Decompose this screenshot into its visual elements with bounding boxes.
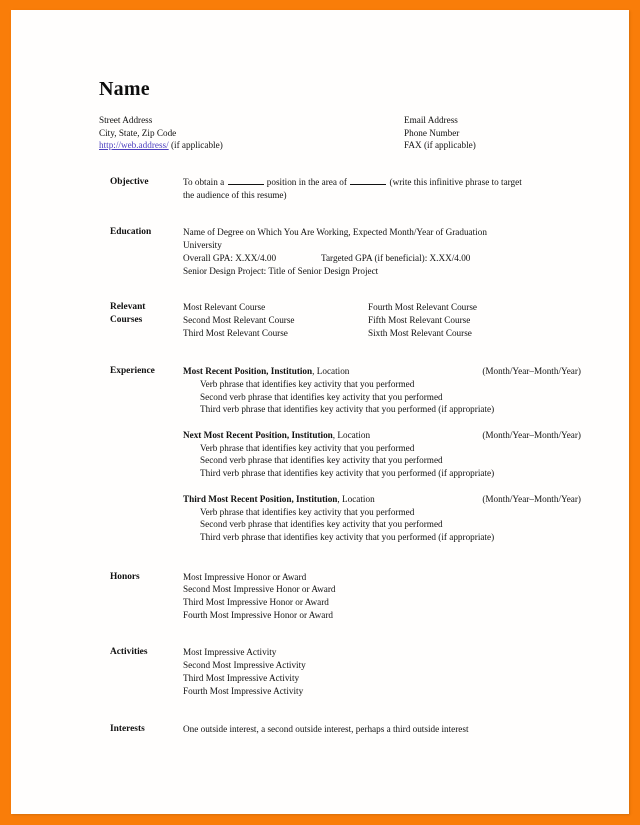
experience-title: Next Most Recent Position, Institution: [183, 430, 333, 441]
section-objective: [99, 176, 581, 201]
experience-bullet: Verb phrase that identifies key activity that you performed: [200, 506, 415, 517]
honor-item: Most Impressive Honor or Award: [183, 571, 307, 582]
web-address-note: (if applicable): [168, 140, 223, 151]
experience-bullets: [200, 378, 581, 416]
course-left-3: Third Most Relevant Course: [183, 327, 288, 338]
course-left-2: Second Most Relevant Course: [183, 314, 295, 325]
relevant-courses-body: [183, 301, 581, 339]
course-row: [183, 314, 581, 327]
experience-bullet: Third verb phrase that identifies key activity that you performed (if appropriate): [200, 531, 495, 542]
section-relevant-courses: [99, 301, 581, 339]
interests-body: [183, 723, 581, 736]
experience-header: [183, 365, 581, 378]
education-targeted-gpa: Targeted GPA (if beneficial): X.XX/4.00: [321, 252, 471, 263]
section-experience: [99, 365, 581, 543]
experience-entry: [183, 365, 581, 416]
page-sheet: [11, 10, 629, 814]
honor-item: Second Most Impressive Honor or Award: [183, 584, 336, 595]
objective-line-2: the audience of this resume): [183, 189, 287, 200]
section-label-relevant-courses: [110, 301, 182, 326]
city-state-zip: City, State, Zip Code: [99, 127, 177, 138]
experience-entry: [183, 429, 581, 480]
applicant-name: Name: [99, 78, 150, 100]
email-address: Email Address: [404, 115, 458, 125]
course-right-3: Sixth Most Relevant Course: [368, 327, 472, 338]
experience-bullet: Verb phrase that identifies key activity that you performed: [200, 442, 415, 453]
experience-entry: [183, 493, 581, 544]
education-senior-project: Senior Design Project: Title of Senior Design Project: [183, 265, 379, 276]
section-interests: [99, 723, 581, 736]
experience-bullets: [200, 442, 581, 480]
section-activities: [99, 646, 581, 697]
experience-bullet: Second verb phrase that identifies key activity that you performed: [200, 519, 443, 530]
section-label-interests: Interests: [110, 724, 145, 735]
course-row: [183, 327, 581, 340]
experience-header: [183, 429, 581, 442]
interests-text: One outside interest, a second outside interest, perhaps a third outside interest: [183, 724, 469, 735]
honors-body: [183, 571, 581, 622]
objective-blank-1[interactable]: [228, 176, 264, 185]
phone-number: Phone Number: [404, 127, 460, 138]
course-left-1: Most Relevant Course: [183, 302, 266, 313]
objective-line-1: [183, 176, 581, 189]
education-degree: Name of Degree on Which You Are Working, Expected Month/Year of Graduation: [183, 227, 487, 238]
objective-text-a: To obtain a: [183, 177, 227, 187]
experience-bullet: Verb phrase that identifies key activity that you performed: [200, 378, 415, 389]
resume-content: [99, 78, 581, 736]
section-education: [99, 226, 581, 277]
fax-number: FAX (if applicable): [404, 140, 476, 151]
education-body: [183, 226, 581, 277]
objective-text-c: (write this infinitive phrase to target: [387, 177, 522, 187]
activity-item: Third Most Impressive Activity: [183, 672, 300, 683]
web-address-link[interactable]: http://web.address/: [99, 140, 169, 151]
education-university: University: [183, 240, 222, 251]
experience-body: [183, 365, 581, 543]
experience-location: , Location: [332, 430, 371, 441]
section-label-experience: Experience: [110, 366, 155, 377]
objective-blank-2[interactable]: [350, 176, 386, 185]
objective-body: [183, 176, 581, 201]
section-label-relevant: Relevant: [110, 302, 146, 313]
course-row: [183, 301, 581, 314]
section-label-activities: Activities: [110, 647, 148, 658]
experience-location: , Location: [312, 366, 350, 377]
experience-title: Most Recent Position, Institution: [183, 366, 313, 377]
experience-date: (Month/Year–Month/Year): [482, 366, 581, 377]
activity-item: Fourth Most Impressive Activity: [183, 685, 304, 696]
activities-body: [183, 646, 581, 697]
section-label-objective: Objective: [110, 177, 149, 187]
experience-bullet: Second verb phrase that identifies key activity that you performed: [200, 391, 443, 402]
activity-item: Second Most Impressive Activity: [183, 660, 306, 671]
contact-block: [99, 114, 581, 154]
course-right-2: Fifth Most Relevant Course: [368, 314, 471, 325]
contact-left-column: [99, 114, 349, 152]
section-label-courses: Courses: [110, 314, 143, 325]
objective-text-b: position in the area of: [264, 177, 350, 187]
course-right-1: Fourth Most Relevant Course: [368, 302, 477, 313]
experience-location: , Location: [337, 493, 375, 504]
experience-bullets: [200, 506, 581, 544]
contact-right-column: [404, 114, 604, 152]
street-address: Street Address: [99, 115, 153, 125]
section-label-honors: Honors: [110, 571, 140, 582]
experience-title: Third Most Recent Position, Institution: [183, 493, 338, 504]
document-page: [11, 10, 629, 814]
experience-bullet: Third verb phrase that identifies key activity that you performed (if appropriate): [200, 468, 495, 479]
experience-header: [183, 493, 581, 506]
web-address-row: [99, 139, 349, 152]
experience-date: (Month/Year–Month/Year): [482, 430, 581, 441]
experience-bullet: Second verb phrase that identifies key activity that you performed: [200, 455, 443, 466]
experience-date: (Month/Year–Month/Year): [482, 493, 581, 504]
honor-item: Fourth Most Impressive Honor or Award: [183, 609, 333, 620]
section-label-education: Education: [110, 227, 152, 238]
activity-item: Most Impressive Activity: [183, 647, 277, 658]
honor-item: Third Most Impressive Honor or Award: [183, 597, 329, 608]
education-overall-gpa: Overall GPA: X.XX/4.00: [183, 252, 277, 263]
section-honors: [99, 571, 581, 622]
experience-bullet: Third verb phrase that identifies key activity that you performed (if appropriate): [200, 404, 495, 415]
education-gpa-row: [183, 252, 581, 265]
